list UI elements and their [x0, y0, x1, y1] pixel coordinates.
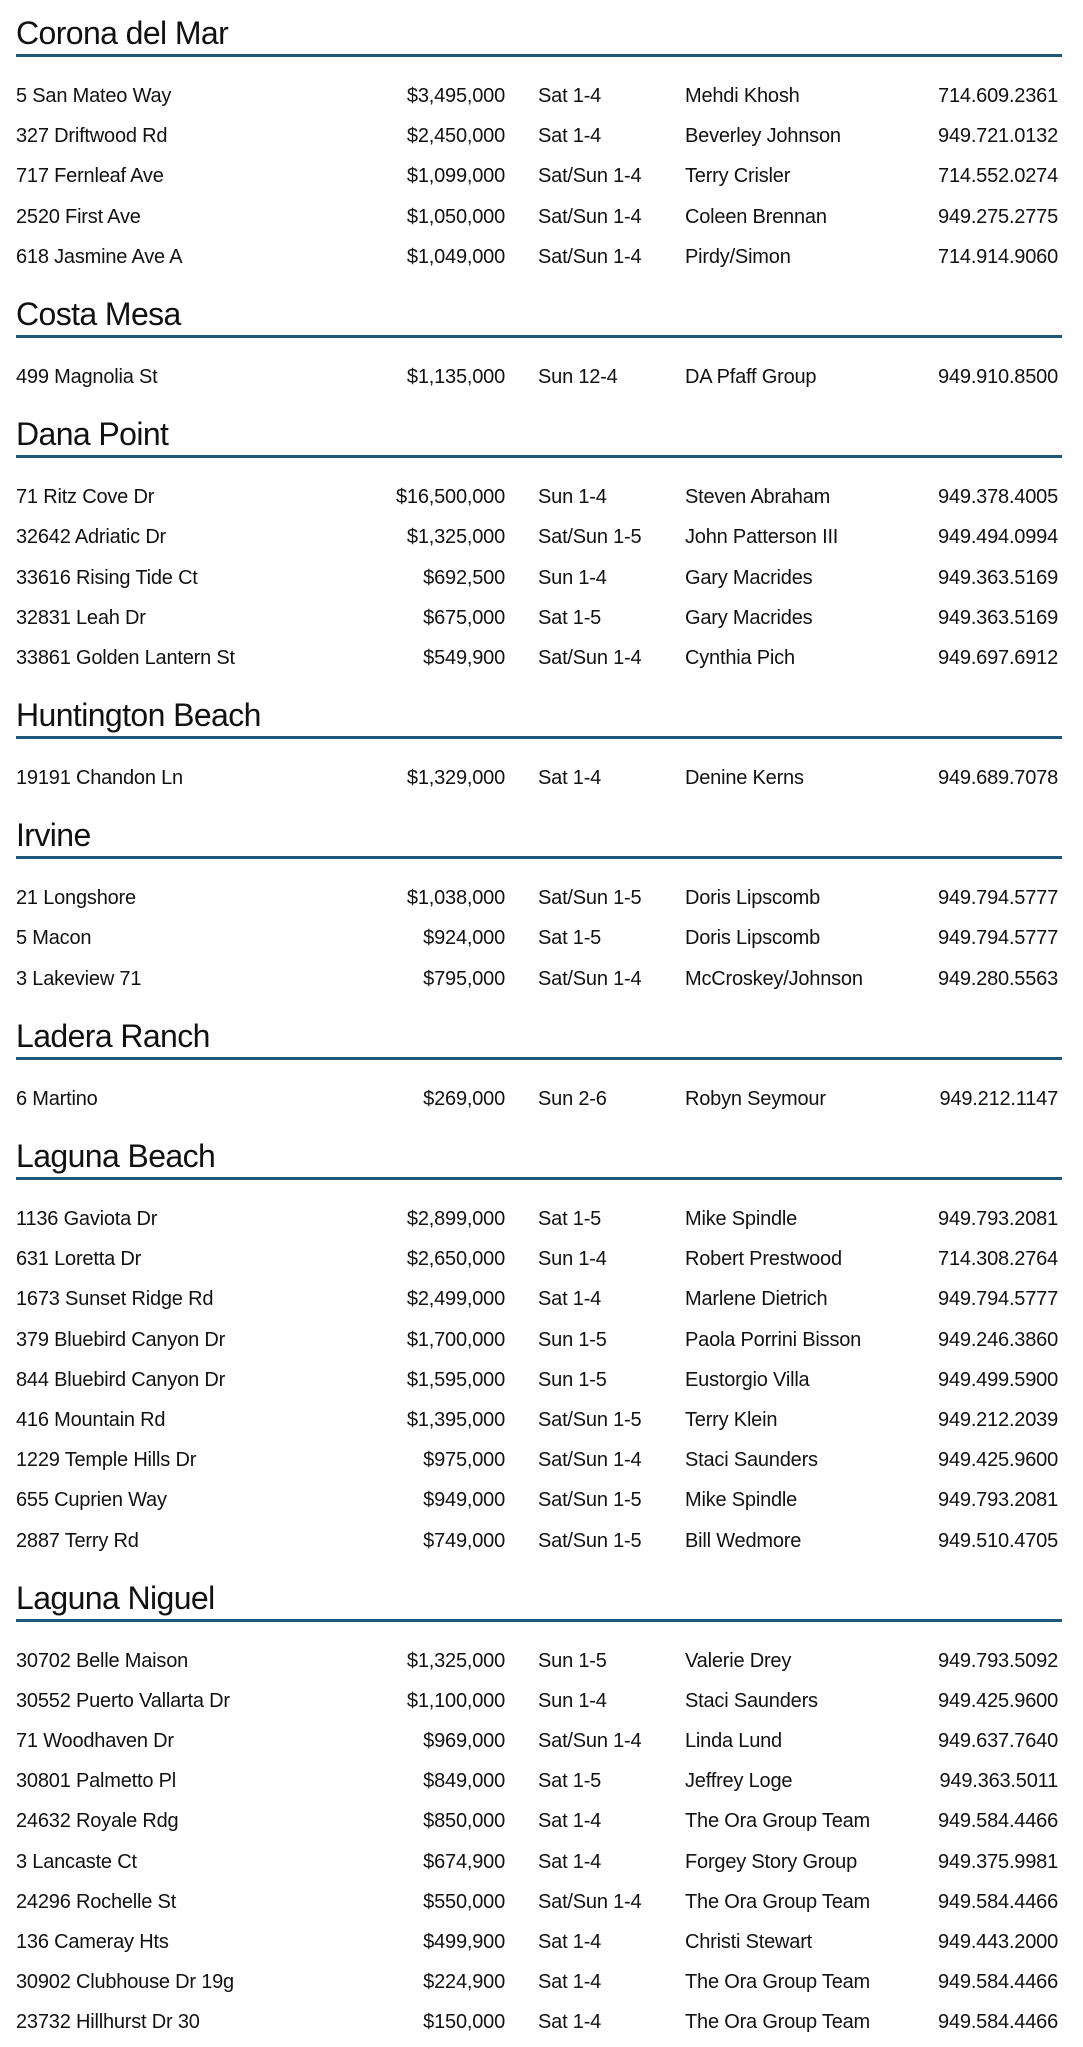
agent-phone: 949.443.2000 [938, 1931, 1058, 1953]
listing-row [16, 76, 1062, 116]
listing-agent: Paola Porrini Bisson [685, 1328, 862, 1351]
listing-address: 23732 Hillhurst Dr 30 [16, 2011, 200, 2034]
open-house-hours: Sun 1-4 [538, 1248, 607, 1271]
open-house-hours: Sat/Sun 1-4 [538, 1730, 642, 1753]
listing-agent: Gary Macrides [685, 606, 813, 629]
city-section [16, 682, 1062, 802]
listing-price: $3,495,000 [406, 85, 505, 107]
agent-phone: 949.363.5169 [938, 566, 1058, 589]
agent-phone: 949.280.5563 [938, 967, 1058, 990]
city-section [16, 401, 1062, 682]
listing-price: $1,325,000 [406, 526, 505, 549]
listing-agent: Denine Kerns [685, 767, 804, 790]
listing-row [16, 959, 1062, 999]
agent-phone: 949.363.5169 [938, 606, 1058, 629]
city-heading [16, 281, 1062, 338]
listing-agent: The Ora Group Team [685, 2011, 871, 2034]
open-house-hours: Sat/Sun 1-5 [538, 1408, 642, 1431]
listing-price: $795,000 [423, 967, 505, 990]
listing-price: $1,700,000 [406, 1328, 505, 1351]
listing-address: 1673 Sunset Ridge Rd [16, 1288, 214, 1311]
listing-row [16, 1320, 1062, 1360]
listing-address: 71 Woodhaven Dr [16, 1730, 174, 1753]
listing-row [16, 197, 1062, 237]
open-house-hours: Sun 1-5 [538, 1328, 607, 1351]
listing-row [16, 1761, 1062, 1801]
listing-row [16, 1962, 1062, 2002]
listing-row [16, 918, 1062, 958]
agent-phone: 714.552.0274 [938, 165, 1058, 188]
listing-address: 30702 Belle Maison [16, 1649, 189, 1672]
listing-address: 717 Fernleaf Ave [16, 165, 164, 188]
listing-address: 19191 Chandon Ln [16, 767, 183, 790]
open-house-hours: Sat/Sun 1-4 [538, 646, 642, 669]
listing-row [16, 1842, 1062, 1882]
open-house-listings [16, 0, 1062, 2047]
listing-row [16, 1922, 1062, 1962]
city-heading [16, 401, 1062, 458]
agent-phone: 949.794.5777 [938, 927, 1058, 950]
listing-agent: Christi Stewart [685, 1931, 813, 1953]
listing-agent: McCroskey/Johnson [685, 967, 863, 990]
listing-price: $1,595,000 [406, 1368, 505, 1391]
listing-list [16, 57, 1062, 281]
open-house-hours: Sun 1-4 [538, 1689, 607, 1712]
listing-address: 618 Jasmine Ave A [16, 245, 183, 268]
open-house-hours: Sun 1-5 [538, 1368, 607, 1391]
city-section [16, 1123, 1062, 1565]
listing-price: $2,899,000 [406, 1208, 505, 1230]
listing-row [16, 517, 1062, 557]
listing-agent: Jeffrey Loge [685, 1770, 793, 1793]
city-name: Costa Mesa [16, 295, 181, 332]
agent-phone: 949.584.4466 [938, 1810, 1058, 1833]
listing-price: $1,099,000 [406, 165, 505, 188]
agent-phone: 949.425.9600 [938, 1449, 1058, 1472]
listing-price: $924,000 [423, 927, 505, 950]
listing-agent: Staci Saunders [685, 1689, 818, 1712]
listing-price: $550,000 [423, 1890, 505, 1913]
listing-agent: Mike Spindle [685, 1208, 798, 1230]
listing-agent: DA Pfaff Group [685, 365, 817, 388]
agent-phone: 949.910.8500 [938, 365, 1058, 388]
agent-phone: 949.793.2081 [938, 1208, 1058, 1230]
listing-price: $674,900 [423, 1850, 505, 1873]
listing-price: $949,000 [423, 1489, 505, 1512]
listing-agent: The Ora Group Team [685, 1890, 871, 1913]
agent-phone: 949.794.5777 [938, 887, 1058, 910]
listing-agent: Doris Lipscomb [685, 887, 821, 910]
listing-row [16, 1521, 1062, 1561]
listing-address: 33861 Golden Lantern St [16, 646, 235, 669]
listing-agent: John Patterson III [685, 526, 839, 549]
listing-price: $1,325,000 [406, 1649, 505, 1672]
listing-agent: The Ora Group Team [685, 1971, 871, 1994]
open-house-hours: Sat/Sun 1-4 [538, 1890, 642, 1913]
agent-phone: 949.793.2081 [938, 1489, 1058, 1512]
agent-phone: 949.510.4705 [938, 1529, 1058, 1552]
agent-phone: 949.246.3860 [938, 1328, 1058, 1351]
listing-address: 136 Cameray Hts [16, 1931, 169, 1953]
agent-phone: 949.689.7078 [938, 767, 1058, 790]
listing-address: 327 Driftwood Rd [16, 125, 168, 148]
listing-address: 30902 Clubhouse Dr 19g [16, 1971, 234, 1994]
listing-price: $975,000 [423, 1449, 505, 1472]
listing-price: $675,000 [423, 606, 505, 629]
listing-row [16, 1239, 1062, 1279]
listing-address: 5 San Mateo Way [16, 85, 172, 107]
listing-address: 631 Loretta Dr [16, 1248, 142, 1271]
listing-agent: Pirdy/Simon [685, 245, 791, 268]
agent-phone: 949.584.4466 [938, 1890, 1058, 1913]
agent-phone: 949.425.9600 [938, 1689, 1058, 1712]
open-house-hours: Sat/Sun 1-4 [538, 205, 642, 228]
agent-phone: 949.637.7640 [938, 1730, 1058, 1753]
listing-address: 3 Lakeview 71 [16, 967, 142, 990]
listing-row [16, 1079, 1062, 1119]
city-heading [16, 802, 1062, 859]
listing-price: $224,900 [423, 1971, 505, 1994]
open-house-hours: Sat/Sun 1-4 [538, 245, 642, 268]
listing-agent: Valerie Drey [685, 1649, 792, 1672]
city-name: Ladera Ranch [16, 1017, 210, 1054]
city-name: Irvine [16, 817, 91, 854]
listing-agent: Robyn Seymour [685, 1087, 826, 1110]
open-house-hours: Sat/Sun 1-5 [538, 1529, 642, 1552]
listing-price: $16,500,000 [395, 486, 505, 509]
open-house-hours: Sat 1-4 [538, 85, 602, 107]
listing-row [16, 1480, 1062, 1520]
agent-phone: 949.494.0994 [938, 526, 1058, 549]
open-house-hours: Sat 1-4 [538, 1810, 602, 1833]
listing-row [16, 1882, 1062, 1922]
open-house-hours: Sun 1-5 [538, 1649, 607, 1672]
listing-agent: Doris Lipscomb [685, 927, 821, 950]
city-name: Corona del Mar [16, 15, 229, 51]
listing-list [16, 1180, 1062, 1565]
agent-phone: 949.363.5011 [939, 1770, 1058, 1793]
listing-list [16, 1622, 1062, 2047]
listing-address: 30801 Palmetto Pl [16, 1770, 177, 1793]
listing-agent: Steven Abraham [685, 486, 831, 509]
listing-agent: Bill Wedmore [685, 1529, 802, 1552]
open-house-hours: Sat/Sun 1-5 [538, 526, 642, 549]
city-name: Laguna Niguel [16, 1579, 215, 1616]
listing-address: 1229 Temple Hills Dr [16, 1449, 197, 1472]
open-house-hours: Sat/Sun 1-4 [538, 1449, 642, 1472]
listing-address: 33616 Rising Tide Ct [16, 566, 198, 589]
listing-row [16, 598, 1062, 638]
open-house-hours: Sun 2-6 [538, 1087, 607, 1110]
listing-agent: Coleen Brennan [685, 205, 827, 228]
listing-row [16, 1400, 1062, 1440]
open-house-hours: Sun 1-4 [538, 486, 607, 509]
listing-price: $549,900 [423, 646, 505, 669]
listing-price: $1,049,000 [406, 245, 505, 268]
listing-agent: Linda Lund [685, 1730, 782, 1753]
listing-list [16, 739, 1062, 802]
agent-phone: 714.308.2764 [938, 1248, 1058, 1271]
listing-price: $749,000 [423, 1529, 505, 1552]
agent-phone: 949.793.5092 [938, 1649, 1058, 1672]
agent-phone: 949.212.1147 [939, 1087, 1058, 1110]
agent-phone: 949.378.4005 [938, 486, 1058, 509]
listing-agent: Robert Prestwood [685, 1248, 842, 1271]
listing-agent: Eustorgio Villa [685, 1368, 810, 1391]
city-heading [16, 682, 1062, 739]
city-section [16, 1565, 1062, 2047]
agent-phone: 714.609.2361 [938, 85, 1058, 107]
listing-row [16, 638, 1062, 678]
listing-row [16, 1681, 1062, 1721]
agent-phone: 949.212.2039 [938, 1408, 1058, 1431]
listing-price: $269,000 [423, 1087, 505, 1110]
listing-address: 21 Longshore [16, 887, 136, 910]
open-house-hours: Sat/Sun 1-4 [538, 967, 642, 990]
listing-agent: Cynthia Pich [685, 646, 795, 669]
listing-agent: The Ora Group Team [685, 1810, 871, 1833]
listing-row [16, 156, 1062, 196]
listing-agent: Beverley Johnson [685, 125, 841, 148]
open-house-hours: Sun 12-4 [538, 365, 618, 388]
listing-price: $1,050,000 [406, 205, 505, 228]
listing-agent: Gary Macrides [685, 566, 813, 589]
agent-phone: 949.584.4466 [938, 1971, 1058, 1994]
listing-list [16, 859, 1062, 1003]
open-house-hours: Sat 1-4 [538, 1850, 602, 1873]
listing-address: 32831 Leah Dr [16, 606, 146, 629]
listing-row [16, 1440, 1062, 1480]
listing-price: $2,450,000 [406, 125, 505, 148]
listing-price: $1,038,000 [406, 887, 505, 910]
open-house-hours: Sat/Sun 1-5 [538, 1489, 642, 1512]
agent-phone: 949.697.6912 [938, 646, 1058, 669]
city-section [16, 802, 1062, 1003]
listing-address: 2520 First Ave [16, 205, 141, 228]
listing-address: 379 Bluebird Canyon Dr [16, 1328, 226, 1351]
agent-phone: 714.914.9060 [938, 245, 1058, 268]
listing-row [16, 1801, 1062, 1841]
listing-price: $2,499,000 [406, 1288, 505, 1311]
city-section [16, 1003, 1062, 1123]
listing-price: $1,395,000 [406, 1408, 505, 1431]
agent-phone: 949.721.0132 [938, 125, 1058, 148]
listing-agent: Staci Saunders [685, 1449, 818, 1472]
listing-row [16, 116, 1062, 156]
listing-row [16, 1199, 1062, 1239]
listing-agent: Mehdi Khosh [685, 85, 800, 107]
open-house-hours: Sat 1-4 [538, 125, 602, 148]
city-name: Huntington Beach [16, 697, 261, 734]
listing-price: $1,135,000 [406, 365, 505, 388]
agent-phone: 949.375.9981 [938, 1850, 1058, 1873]
city-section [16, 0, 1062, 281]
open-house-hours: Sat/Sun 1-4 [538, 165, 642, 188]
open-house-hours: Sat 1-4 [538, 1971, 602, 1994]
listing-row [16, 558, 1062, 598]
listing-price: $849,000 [423, 1770, 505, 1793]
listing-address: 6 Martino [16, 1087, 98, 1110]
listing-row [16, 1721, 1062, 1761]
listing-agent: Terry Crisler [685, 165, 791, 188]
agent-phone: 949.499.5900 [938, 1368, 1058, 1391]
open-house-hours: Sat/Sun 1-5 [538, 887, 642, 910]
open-house-hours: Sat 1-4 [538, 1931, 602, 1953]
city-heading [16, 1565, 1062, 1622]
agent-phone: 949.584.4466 [938, 2011, 1058, 2034]
city-heading [16, 1123, 1062, 1180]
listing-list [16, 1060, 1062, 1123]
listing-agent: Marlene Dietrich [685, 1288, 828, 1311]
city-heading [16, 1003, 1062, 1060]
listing-price: $1,100,000 [406, 1689, 505, 1712]
listing-row [16, 477, 1062, 517]
listing-address: 24632 Royale Rdg [16, 1810, 179, 1833]
listing-row [16, 1641, 1062, 1681]
listing-address: 499 Magnolia St [16, 365, 158, 388]
open-house-hours: Sun 1-4 [538, 566, 607, 589]
listing-price: $969,000 [423, 1730, 505, 1753]
open-house-hours: Sat 1-4 [538, 767, 602, 790]
open-house-hours: Sat 1-4 [538, 1288, 602, 1311]
open-house-hours: Sat 1-4 [538, 2011, 602, 2034]
listing-row [16, 357, 1062, 397]
listing-address: 32642 Adriatic Dr [16, 526, 167, 549]
listing-price: $150,000 [423, 2011, 505, 2034]
listing-agent: Forgey Story Group [685, 1850, 858, 1873]
open-house-hours: Sat 1-5 [538, 927, 602, 950]
listing-agent: Mike Spindle [685, 1489, 798, 1512]
agent-phone: 949.794.5777 [938, 1288, 1058, 1311]
listing-price: $850,000 [423, 1810, 505, 1833]
open-house-hours: Sat 1-5 [538, 1770, 602, 1793]
listing-price: $499,900 [423, 1931, 505, 1953]
listing-row [16, 1360, 1062, 1400]
listing-row [16, 2002, 1062, 2042]
listing-address: 71 Ritz Cove Dr [16, 486, 155, 509]
listing-address: 844 Bluebird Canyon Dr [16, 1368, 226, 1391]
listing-address: 5 Macon [16, 927, 92, 950]
listing-price: $692,500 [423, 566, 505, 589]
listing-address: 655 Cuprien Way [16, 1489, 167, 1512]
listing-address: 2887 Terry Rd [16, 1529, 139, 1552]
listing-row [16, 878, 1062, 918]
open-house-hours: Sat 1-5 [538, 606, 602, 629]
listing-price: $1,329,000 [406, 767, 505, 790]
listing-row [16, 237, 1062, 277]
listing-row [16, 1279, 1062, 1319]
city-name: Dana Point [16, 416, 169, 453]
open-house-hours: Sat 1-5 [538, 1208, 602, 1230]
agent-phone: 949.275.2775 [938, 205, 1058, 228]
listing-agent: Terry Klein [685, 1408, 778, 1431]
listing-address: 416 Mountain Rd [16, 1408, 166, 1431]
listing-address: 30552 Puerto Vallarta Dr [16, 1689, 230, 1712]
city-section [16, 281, 1062, 401]
listing-price: $2,650,000 [406, 1248, 505, 1271]
listing-list [16, 458, 1062, 682]
listing-list [16, 338, 1062, 401]
city-heading [16, 0, 1062, 57]
listing-address: 24296 Rochelle St [16, 1890, 177, 1913]
listing-row [16, 758, 1062, 798]
listing-address: 1136 Gaviota Dr [16, 1208, 158, 1230]
listing-address: 3 Lancaste Ct [16, 1850, 137, 1873]
city-name: Laguna Beach [16, 1138, 216, 1174]
